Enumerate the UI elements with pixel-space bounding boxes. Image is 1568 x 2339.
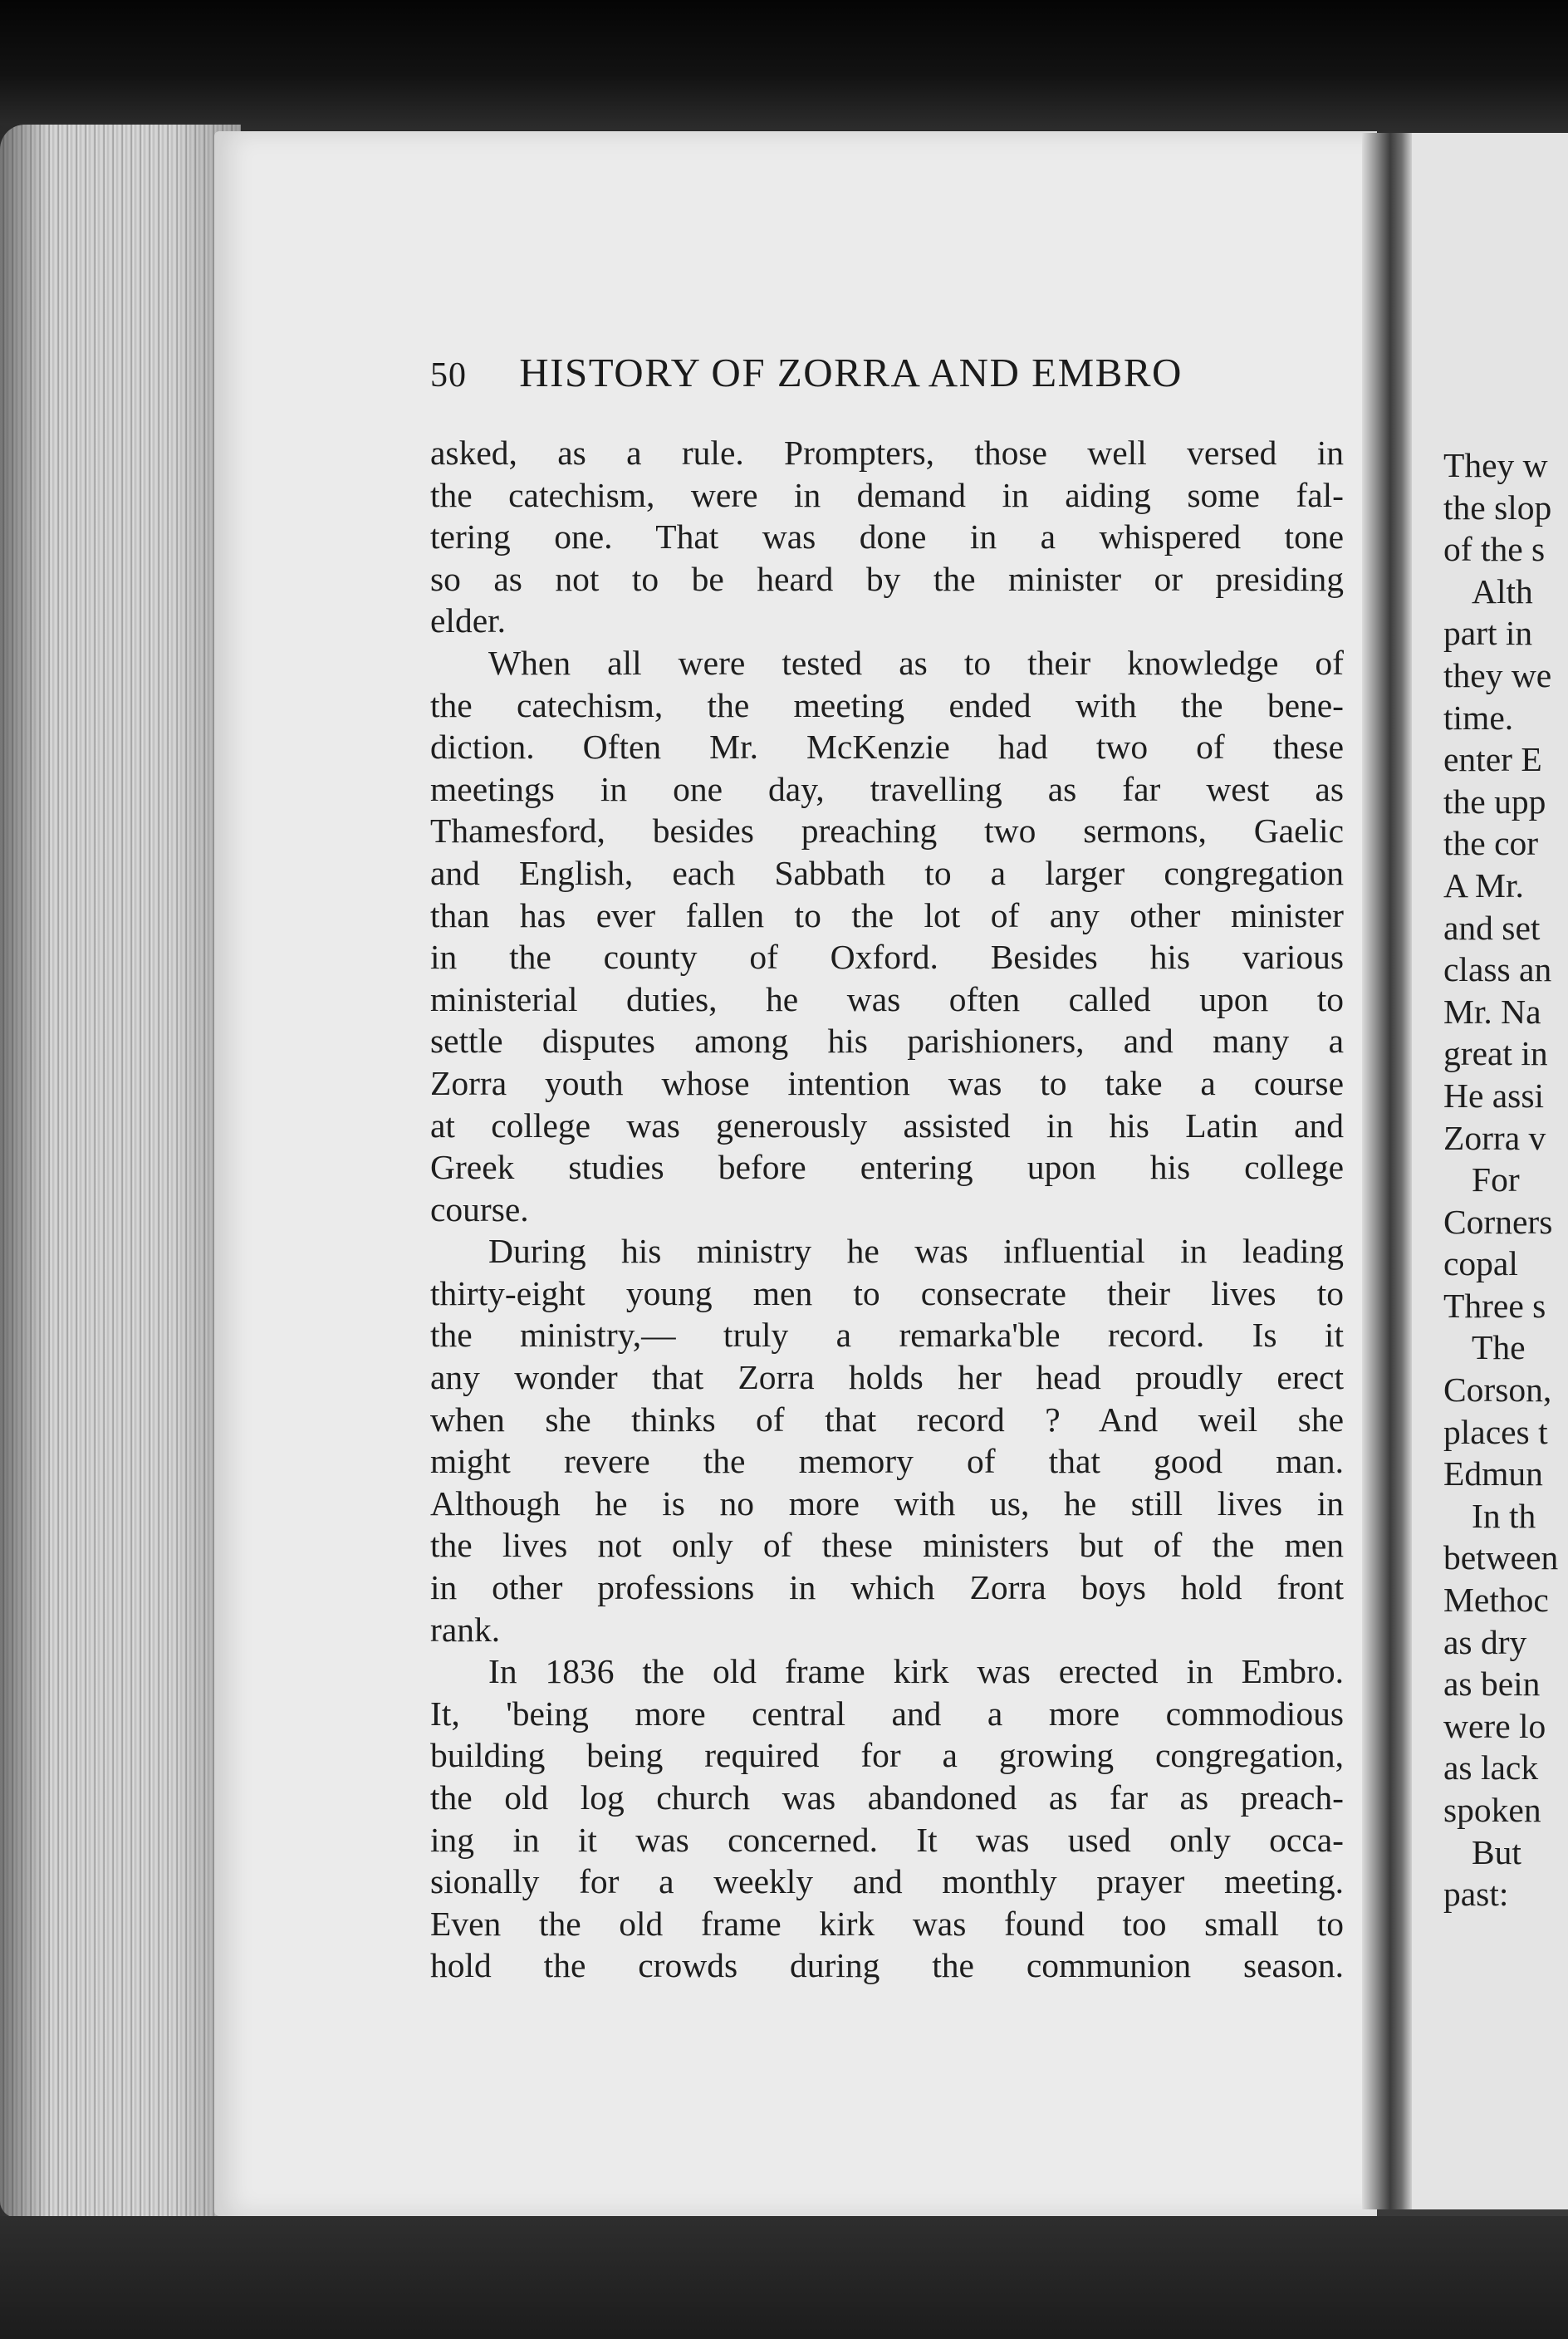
text-line: Zorra v: [1443, 1118, 1546, 1157]
text-line: course.: [430, 1189, 529, 1228]
text-line: than has ever fallen to the lot of any other minister: [430, 895, 1344, 934]
text-line: hold the crowds during the communion season.: [430, 1946, 1344, 1985]
text-line: class an: [1443, 950, 1552, 989]
text-line: time.: [1443, 698, 1514, 737]
text-line: in other professions in which Zorra boys hold front: [430, 1568, 1344, 1607]
page-edges: [0, 125, 241, 2218]
text-line: The: [1472, 1328, 1526, 1367]
running-head: [430, 349, 1344, 396]
text-line: A Mr.: [1443, 865, 1524, 905]
text-line: But: [1472, 1832, 1521, 1871]
text-line: elder.: [430, 601, 507, 640]
text-line: meetings in one day, travelling as far west as: [430, 769, 1344, 808]
text-line: ing in it was concerned. It was used only occa-: [430, 1820, 1344, 1859]
text-line: They w: [1443, 446, 1548, 484]
text-line: in the county of Oxford. Besides his various: [430, 938, 1344, 977]
text-line: places t: [1443, 1412, 1548, 1451]
text-line: as dry: [1443, 1622, 1527, 1661]
text-line: past:: [1443, 1875, 1509, 1914]
text-line: In th: [1472, 1496, 1536, 1535]
text-line: When all were tested as to their knowledge of: [488, 643, 1344, 682]
text-line: diction. Often Mr. McKenzie had two of these: [430, 728, 1344, 767]
text-line: the cor: [1443, 824, 1539, 863]
text-line: thirty-eight young men to consecrate their lives to: [430, 1273, 1344, 1312]
text-line: Corners: [1443, 1202, 1553, 1241]
text-line: might revere the memory of that good man.: [430, 1442, 1344, 1481]
text-line: Three s: [1443, 1286, 1546, 1325]
text-line: and set: [1443, 908, 1541, 947]
gutter-shadow: [1362, 133, 1412, 2209]
text-line: Zorra youth whose intention was to take a course: [430, 1063, 1344, 1102]
text-line: as lack: [1443, 1748, 1539, 1787]
text-line: of the s: [1443, 530, 1546, 569]
text-line: were lo: [1443, 1706, 1546, 1745]
text-line: and English, each Sabbath to a larger congregation: [430, 853, 1344, 892]
text-line: great in: [1443, 1034, 1548, 1073]
text-line: rank.: [430, 1610, 501, 1649]
right-page-text: [1443, 444, 1568, 1915]
text-line: they we: [1443, 655, 1552, 694]
text-line: During his ministry he was influential in leading: [488, 1232, 1344, 1271]
text-line: when she thinks of that record ? And weil she: [430, 1400, 1344, 1439]
running-title: HISTORY OF ZORRA AND EMBRO: [519, 350, 1183, 395]
text-line: part in: [1443, 614, 1533, 653]
text-line: He assi: [1443, 1076, 1545, 1115]
text-line: so as not to be heard by the minister or presiding: [430, 559, 1344, 598]
text-line: the lives not only of these ministers but of the men: [430, 1526, 1344, 1565]
text-line: settle disputes among his parishioners, and many a: [430, 1022, 1344, 1061]
scan-background: [0, 2216, 1568, 2339]
text-line: Edmun: [1443, 1454, 1543, 1493]
text-line: the ministry,— truly a remarka'ble record. Is it: [430, 1316, 1344, 1355]
text-line: For: [1472, 1160, 1520, 1199]
text-line: the catechism, were in demand in aiding some fal-: [430, 475, 1344, 514]
text-line: the old log church was abandoned as far as preach-: [430, 1778, 1344, 1817]
text-line: Corson,: [1443, 1371, 1552, 1410]
text-line: as bein: [1443, 1665, 1541, 1704]
text-line: the slop: [1443, 488, 1552, 527]
text-line: Alth: [1472, 571, 1533, 610]
text-line: any wonder that Zorra holds her head proudly erect: [430, 1358, 1344, 1397]
text-line: It, 'being more central and a more commodious: [430, 1694, 1344, 1733]
text-line: the upp: [1443, 782, 1546, 821]
text-line: tering one. That was done in a whispered tone: [430, 517, 1344, 557]
text-line: ministerial duties, he was often called upon to: [430, 979, 1344, 1018]
text-line: sionally for a weekly and monthly prayer meeting.: [430, 1862, 1344, 1901]
text-line: Even the old frame kirk was found too small to: [430, 1904, 1344, 1943]
text-line: Methoc: [1443, 1581, 1549, 1620]
text-line: spoken: [1443, 1791, 1541, 1829]
page-number: 50: [430, 356, 467, 395]
text-line: between: [1443, 1538, 1559, 1577]
body-text: [430, 432, 1344, 1987]
right-page: [1412, 133, 1568, 2209]
text-line: building being required for a growing congregation,: [430, 1736, 1344, 1775]
text-line: enter E: [1443, 740, 1542, 779]
text-line: the catechism, the meeting ended with the bene-: [430, 685, 1344, 724]
text-line: Although he is no more with us, he still lives in: [430, 1483, 1344, 1523]
text-line: In 1836 the old frame kirk was erected in Embro.: [488, 1652, 1344, 1691]
text-line: at college was generously assisted in his Latin and: [430, 1106, 1344, 1145]
text-line: Thamesford, besides preaching two sermons, Gaelic: [430, 812, 1344, 851]
text-line: asked, as a rule. Prompters, those well versed in: [430, 434, 1344, 472]
text-line: Mr. Na: [1443, 992, 1541, 1031]
text-line: Greek studies before entering upon his college: [430, 1148, 1344, 1187]
text-line: copal: [1443, 1244, 1518, 1283]
